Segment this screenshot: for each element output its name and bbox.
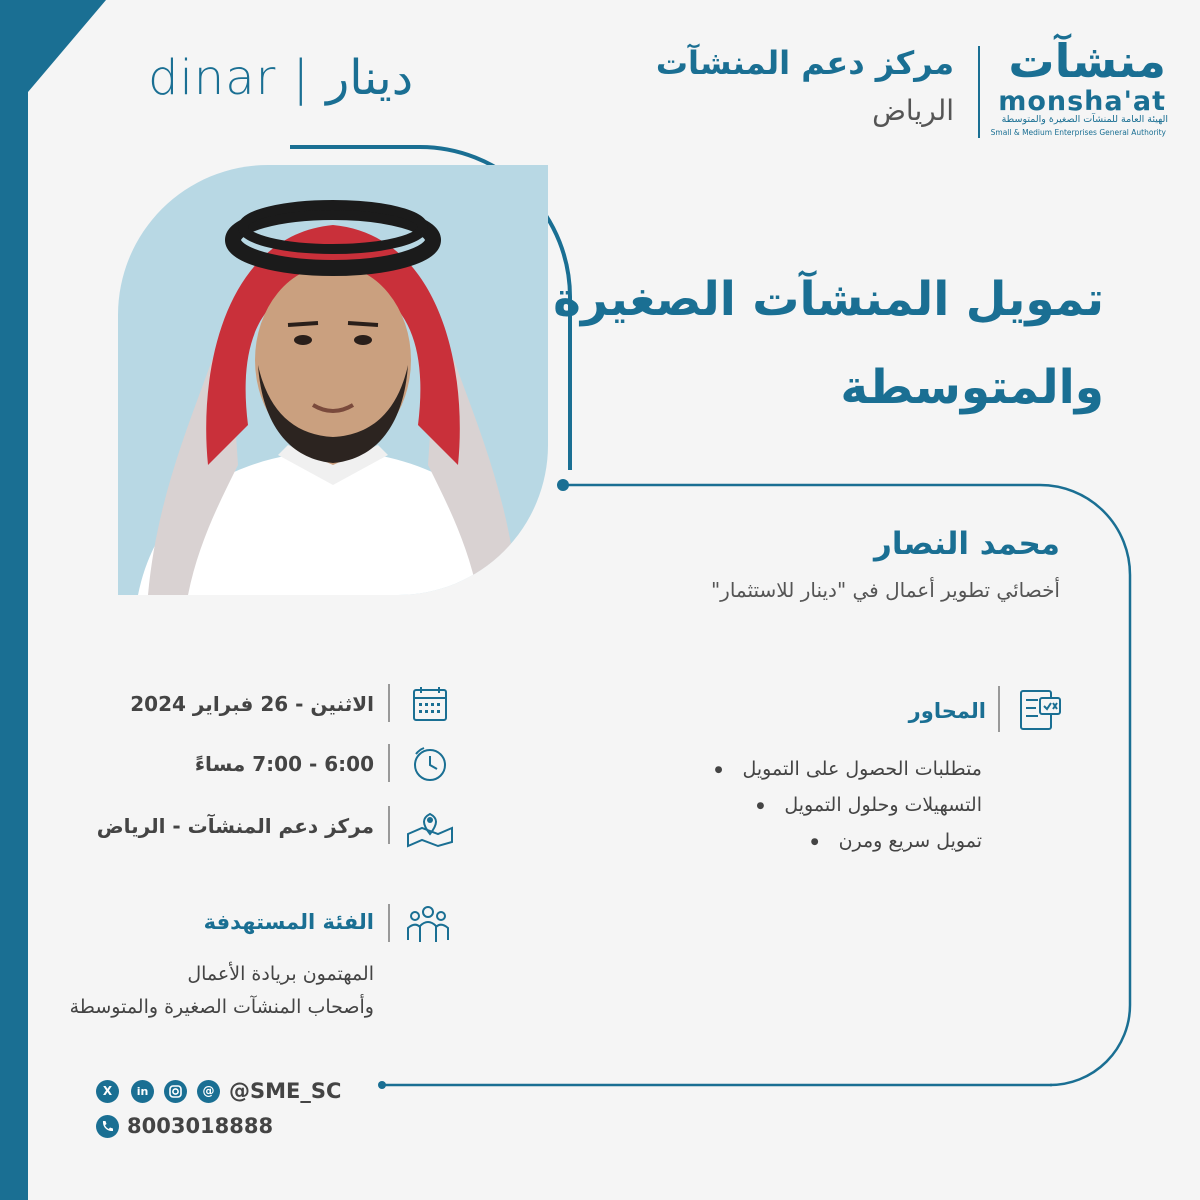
social-handle[interactable]: @SME_SC	[229, 1079, 342, 1103]
axes-item: تمويل سريع ومرن ●	[715, 824, 982, 860]
speaker-role: أخصائي تطوير أعمال في "دينار للاستثمار"	[710, 578, 1060, 602]
location-divider	[388, 806, 390, 844]
dinar-logo: dinar | دينار	[148, 50, 414, 106]
map-pin-icon	[404, 804, 456, 848]
monshaat-logo-ar: منشآت	[1008, 34, 1166, 88]
phone-number[interactable]: 8003018888	[127, 1114, 274, 1138]
calendar-icon	[410, 684, 450, 724]
axes-item: متطلبات الحصول على التمويل ●	[715, 752, 982, 788]
threads-icon[interactable]: @	[197, 1080, 220, 1103]
center-name: مركز دعم المنشآت	[655, 44, 954, 82]
event-time: 6:00 - 7:00 مساءً	[194, 752, 374, 776]
monshaat-subtitle-en: Small & Medium Enterprises General Authority	[990, 128, 1166, 137]
audience-line-2: وأصحاب المنشآت الصغيرة والمتوسطة	[69, 996, 374, 1018]
axes-item: التسهيلات وحلول التمويل ●	[715, 788, 982, 824]
event-location: مركز دعم المنشآت - الرياض	[96, 814, 374, 838]
monshaat-logo-en: monsha'at	[998, 86, 1166, 117]
clock-icon	[410, 744, 450, 784]
header-divider	[978, 46, 980, 138]
phone-icon	[96, 1115, 119, 1138]
time-divider	[388, 744, 390, 782]
event-date: الاثنين - 26 فبراير 2024	[130, 692, 374, 716]
axes-divider	[998, 686, 1000, 732]
instagram-icon[interactable]	[164, 1080, 187, 1103]
date-divider	[388, 684, 390, 722]
x-icon[interactable]: X	[96, 1080, 119, 1103]
speaker-name: محمد النصار	[874, 526, 1060, 562]
audience-divider	[388, 904, 390, 942]
chat-window-icon	[1018, 688, 1062, 732]
people-icon	[405, 902, 451, 946]
monshaat-subtitle-ar: الهيئة العامة للمنشآت الصغيرة والمتوسطة	[1001, 114, 1168, 125]
center-city: الرياض	[872, 94, 954, 127]
axes-list	[715, 752, 982, 860]
linkedin-icon[interactable]: in	[131, 1080, 154, 1103]
audience-line-1: المهتمون بريادة الأعمال	[187, 963, 374, 985]
audience-title: الفئة المستهدفة	[203, 910, 374, 934]
event-title: تمويل المنشآت الصغيرة والمتوسطة	[553, 272, 1104, 415]
axes-title: المحاور	[908, 699, 986, 723]
